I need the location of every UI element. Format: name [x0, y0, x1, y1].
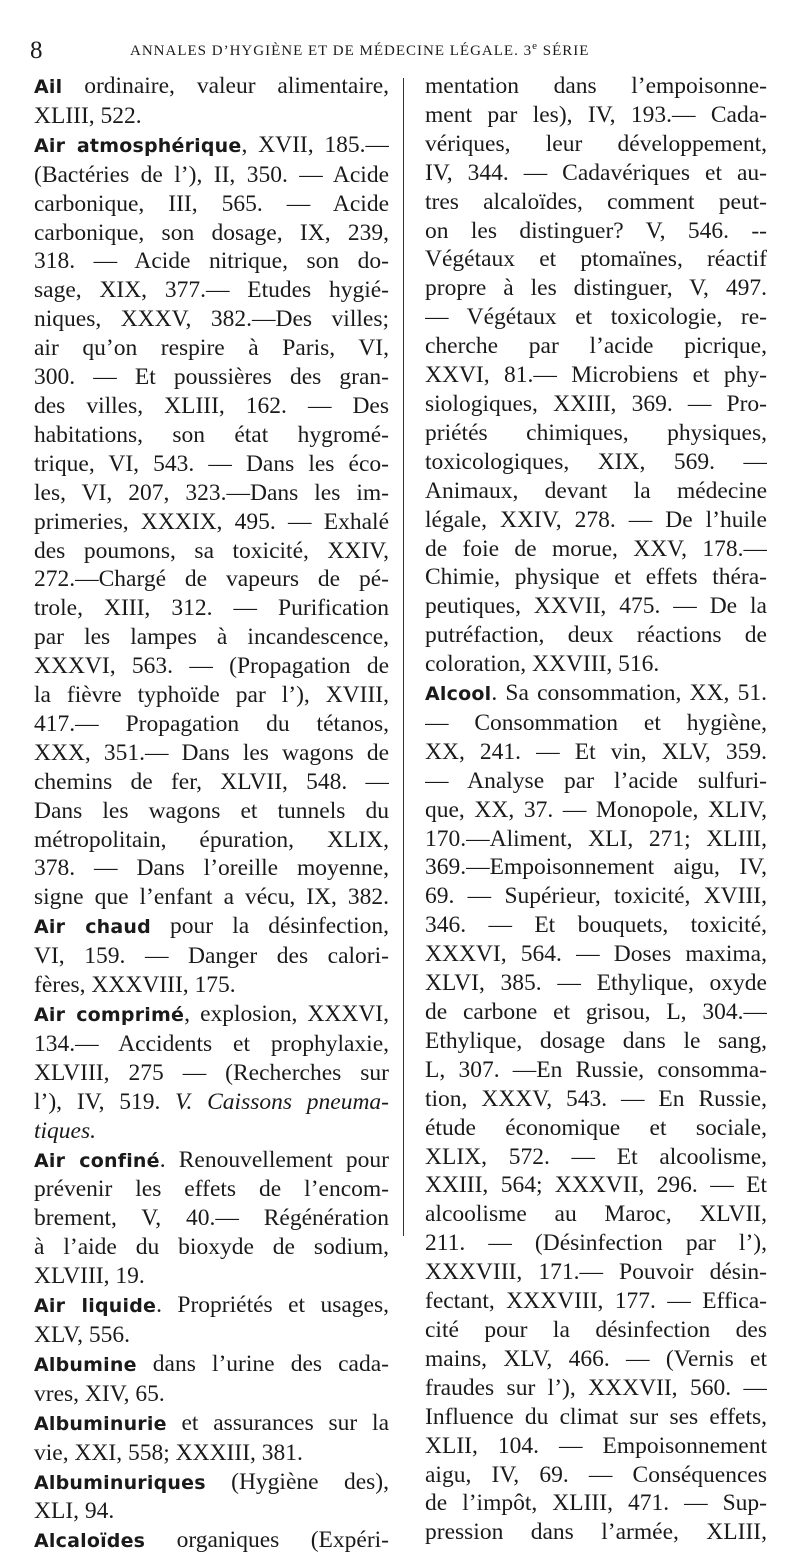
entry-text: métropolitain, épuration, XLIX, [34, 826, 389, 853]
entry-text: . Propriétés et usages, [156, 1292, 389, 1319]
entry-text: 69. — Supérieur, toxicité, XVIII, [425, 883, 767, 910]
entry-text: XXXVIII, 171.— Pouvoir désin- [425, 1259, 767, 1286]
index-line [34, 565, 389, 594]
index-line [34, 276, 389, 305]
entry-text: primeries, XXXIX, 495. — Exhalé [34, 508, 389, 535]
index-line [425, 274, 767, 303]
index-line [425, 1085, 767, 1114]
running-title-text: ANNALES D’HYGIÈNE ET DE MÉDECINE LÉGALE. 3 [130, 43, 533, 59]
entry-text: de foie de morue, XXV, 178.— [425, 535, 767, 562]
index-line [425, 650, 767, 679]
index-line [34, 1059, 389, 1088]
index-line [34, 912, 389, 942]
index-line [34, 1526, 389, 1556]
index-line [34, 537, 389, 566]
index-line [34, 161, 389, 190]
cross-reference: V. Caissons pneuma- [175, 1088, 389, 1115]
index-line [425, 940, 767, 969]
entry-text: signe que l’enfant a vécu, IX, 382. [34, 884, 389, 911]
index-line [34, 1380, 389, 1409]
entry-text: Influence du climat sur ses effets, [425, 1403, 767, 1430]
entry-text: tion, XXXV, 543. — En Russie, [425, 1085, 767, 1112]
entry-text: des villes, XLIII, 162. — Des [34, 392, 389, 419]
index-line [425, 1287, 767, 1316]
entry-headword: Albuminurie [34, 1412, 167, 1435]
index-line [34, 1233, 389, 1262]
entry-text: (Bactéries de l’), II, 350. — Acide [34, 161, 389, 188]
index-line [425, 1200, 767, 1229]
entry-text: . Sa consommation, XX, 51. [491, 680, 767, 707]
index-line [425, 1171, 767, 1200]
entry-text: 211. — (Désinfection par l’), [425, 1230, 767, 1257]
entry-text: propre à les distinguer, V, 497. [425, 275, 767, 302]
entry-text: siologiques, XXIII, 369. — Pro- [425, 390, 767, 417]
index-line [425, 679, 767, 709]
entry-text: — Consommation et hygiène, [425, 709, 767, 736]
entry-text: XLVIII, 275 — (Recherches sur [34, 1059, 389, 1086]
index-line [425, 998, 767, 1027]
index-line [34, 971, 389, 1000]
index-line [425, 419, 767, 448]
index-line [34, 681, 389, 710]
entry-text: ordinaire, valeur alimentaire, [62, 73, 389, 99]
entry-text: L, 307. —En Russie, consomma- [425, 1056, 767, 1083]
index-line [34, 883, 389, 912]
index-line [425, 1345, 767, 1374]
index-line [425, 130, 767, 159]
entry-text: de l’impôt, XLIII, 471. — Sup- [425, 1490, 767, 1517]
index-line [425, 1403, 767, 1432]
entry-text: cherche par l’acide picrique, [425, 333, 767, 360]
index-line [34, 1204, 389, 1233]
index-line [425, 1432, 767, 1461]
entry-text: alcoolisme au Maroc, XLVII, [425, 1201, 767, 1228]
index-line [425, 535, 767, 564]
index-line [34, 1000, 389, 1030]
entry-text: de carbone et grisou, L, 304.— [425, 999, 767, 1025]
entry-text: 417.— Propagation du tétanos, [34, 710, 389, 737]
index-line [34, 1088, 389, 1117]
entry-text: , XVII, 185.— [241, 131, 389, 158]
entry-text: putréfaction, deux réactions de [425, 622, 767, 649]
entry-text: XXX, 351.— Dans les wagons de [34, 739, 389, 766]
entry-text: 318. — Acide nitrique, son do- [34, 248, 389, 275]
entry-text: carbonique, III, 565. — Acide [34, 190, 389, 217]
entry-text: mentation dans l’empoisonne- [425, 73, 767, 99]
entry-text: chemins de fer, XLVII, 548. — [34, 768, 389, 795]
entry-text: priétés chimiques, physiques, [425, 419, 767, 446]
index-line [425, 621, 767, 650]
index-line [34, 942, 389, 971]
index-line [34, 594, 389, 623]
index-line [425, 592, 767, 621]
entry-text: trole, XIII, 312. — Purification [34, 595, 389, 622]
index-line [425, 709, 767, 738]
entry-headword: Albuminuriques [34, 1471, 206, 1494]
entry-text: des poumons, sa toxicité, XXIV, [34, 537, 389, 564]
index-line [34, 1409, 389, 1439]
index-line [425, 303, 767, 332]
entry-text: prévenir les effets de l’encom- [34, 1176, 389, 1203]
running-header [30, 36, 770, 66]
index-line [34, 305, 389, 334]
entry-text: XXIII, 564; XXXVII, 296. — Et [425, 1172, 767, 1199]
entry-text: XLII, 104. — Empoisonnement [425, 1432, 767, 1459]
index-column-right [425, 72, 767, 1547]
entry-text: peutiques, XXVII, 475. — De la [425, 593, 767, 620]
entry-text: XLV, 556. [34, 1321, 130, 1348]
index-line [425, 911, 767, 940]
index-line [425, 390, 767, 419]
index-line [34, 102, 389, 131]
index-line [34, 392, 389, 421]
entry-text: XXXVI, 564. — Doses maxima, [425, 941, 767, 968]
index-line [425, 796, 767, 825]
entry-text: vie, XXI, 558; XXXIII, 381. [34, 1439, 303, 1466]
entry-text: pour la désinfection, [150, 913, 389, 940]
entry-text: aigu, IV, 69. — Conséquences [425, 1461, 767, 1488]
index-line [34, 190, 389, 219]
index-line [425, 563, 767, 592]
page-number: 8 [30, 37, 43, 64]
index-line [425, 506, 767, 535]
entry-text: tres alcaloïdes, comment peut- [425, 188, 767, 215]
index-line [425, 245, 767, 274]
entry-text: — Végétaux et toxicologie, re- [425, 304, 767, 331]
entry-text: XLIX, 572. — Et alcoolisme, [425, 1143, 767, 1170]
index-line [425, 1143, 767, 1172]
index-line [34, 797, 389, 826]
entry-text: Animaux, devant la médecine [425, 477, 767, 504]
entry-headword: Air liquide [34, 1295, 157, 1318]
entry-text: XLVIII, 19. [34, 1263, 145, 1290]
entry-text: la fièvre typhoïde par l’), XVIII, [34, 682, 389, 709]
entry-text: , explosion, XXXVI, [184, 1001, 389, 1027]
entry-text: pression dans l’armée, XLIII, [425, 1519, 767, 1546]
index-line [425, 1056, 767, 1085]
index-line [425, 1316, 767, 1345]
index-line [425, 825, 767, 854]
index-column-left [34, 72, 389, 1556]
index-line [34, 710, 389, 739]
index-line [425, 853, 767, 882]
entry-text: XLVI, 385. — Ethylique, oxyde [425, 970, 767, 997]
entry-text: XX, 241. — Et vin, XLV, 359. [425, 738, 767, 765]
entry-text: . Renouvellement pour [159, 1146, 389, 1173]
entry-text: XLI, 94. [34, 1498, 115, 1525]
entry-text: 369.—Empoisonnement aigu, IV, [425, 854, 767, 881]
index-line [425, 1518, 767, 1547]
entry-headword: Air comprimé [34, 1004, 185, 1026]
entry-text: que, XX, 37. — Monopole, XLIV, [425, 796, 767, 823]
entry-text: Dans les wagons et tunnels du [34, 797, 389, 824]
entry-text: fères, XXXVIII, 175. [34, 972, 236, 999]
entry-text: niques, XXXV, 382.—Des villes; [34, 306, 389, 333]
index-line [34, 334, 389, 363]
entry-text: les, VI, 207, 323.—Dans les im- [34, 479, 389, 506]
index-line [425, 1461, 767, 1490]
index-line [425, 159, 767, 188]
cross-reference: tiques. [34, 1117, 97, 1144]
entry-text: XLIII, 522. [34, 102, 142, 129]
index-line [425, 477, 767, 506]
running-title [130, 40, 589, 62]
index-line [34, 1175, 389, 1204]
index-line [425, 101, 767, 130]
entry-headword: Alcaloïdes [34, 1530, 146, 1553]
index-line [34, 450, 389, 479]
index-line [34, 247, 389, 276]
index-line [425, 1258, 767, 1287]
index-line [34, 508, 389, 537]
entry-text: 134.— Accidents et prophylaxie, [34, 1030, 389, 1057]
entry-text: à l’aide du bioxyde de sodium, [34, 1234, 389, 1261]
entry-text: fraudes sur l’), XXXVII, 560. — [425, 1374, 767, 1401]
entry-headword: Albumine [34, 1353, 137, 1376]
column-divider [403, 78, 404, 1236]
index-line [34, 1468, 389, 1498]
entry-text: 346. — Et bouquets, toxicité, [425, 912, 767, 939]
entry-headword: Air atmosphérique [34, 134, 242, 157]
entry-headword: Air confiné [34, 1149, 160, 1172]
index-line [34, 219, 389, 248]
index-line [34, 1439, 389, 1468]
entry-text: on les distinguer? V, 546. -- [425, 217, 767, 244]
entry-text: toxicologiques, XIX, 569. — [425, 448, 767, 475]
index-line [425, 882, 767, 911]
index-line [34, 421, 389, 450]
entry-text: carbonique, son dosage, IX, 239, [34, 219, 389, 246]
entry-text: — Analyse par l’acide sulfuri- [425, 767, 767, 794]
index-line [34, 131, 389, 161]
entry-text: 378. — Dans l’oreille moyenne, [34, 855, 389, 882]
entry-text: IV, 344. — Cadavériques et au- [425, 159, 767, 186]
entry-text: Ethylique, dosage dans le sang, [425, 1027, 767, 1054]
entry-text: légale, XXIV, 278. — De l’huile [425, 506, 767, 533]
index-line [34, 1321, 389, 1350]
index-line [34, 854, 389, 883]
index-line [34, 363, 389, 392]
index-line [34, 1146, 389, 1176]
index-line [425, 217, 767, 246]
index-line [34, 1497, 389, 1526]
index-line [34, 652, 389, 681]
entry-text: air qu’on respire à Paris, VI, [34, 335, 389, 362]
entry-text: 170.—Aliment, XLI, 271; XLIII, [425, 825, 767, 852]
entry-text: dans l’urine des cada- [136, 1350, 389, 1377]
index-line [34, 1291, 389, 1321]
index-line [34, 826, 389, 855]
entry-text: mains, XLV, 466. — (Vernis et [425, 1345, 767, 1372]
entry-text: l’), IV, 519. [34, 1088, 176, 1115]
entry-text: vériques, leur développement, [425, 130, 767, 157]
entry-text: sage, XIX, 377.— Etudes hygié- [34, 277, 389, 304]
entry-text: VI, 159. — Danger des calori- [34, 943, 389, 970]
index-line [425, 767, 767, 796]
index-line [425, 1489, 767, 1518]
index-line [425, 72, 767, 101]
entry-text: (Hygiène des), [205, 1468, 389, 1495]
running-title-superscript: e [532, 40, 538, 52]
entry-text: et assurances sur la [166, 1409, 389, 1436]
index-line [425, 188, 767, 217]
entry-text: Végétaux et ptomaïnes, réactif [425, 246, 767, 273]
entry-text: XXVI, 81.— Microbiens et phy- [425, 362, 767, 389]
entry-text: Chimie, physique et effets théra- [425, 564, 767, 591]
entry-text: vres, XIV, 65. [34, 1380, 165, 1407]
index-line [425, 1114, 767, 1143]
entry-text: 300. — Et poussières des gran- [34, 364, 389, 391]
entry-text: étude économique et sociale, [425, 1114, 767, 1141]
index-line [425, 1374, 767, 1403]
entry-text: organiques (Expéri- [145, 1527, 389, 1554]
index-line [425, 1027, 767, 1056]
index-line [34, 479, 389, 508]
entry-headword: Ail [34, 76, 63, 98]
index-line [34, 1117, 389, 1146]
index-line [425, 361, 767, 390]
entry-text: coloration, XXVIII, 516. [425, 651, 660, 678]
index-line [34, 768, 389, 797]
entry-text: habitations, son état hygromé- [34, 421, 389, 448]
index-line [34, 1350, 389, 1380]
entry-text: XXXVI, 563. — (Propagation de [34, 653, 389, 680]
entry-headword: Air chaud [34, 916, 151, 939]
index-line [425, 448, 767, 477]
index-line [34, 623, 389, 652]
index-line [425, 969, 767, 998]
entry-text: par les lampes à incandescence, [34, 624, 389, 651]
entry-text: trique, VI, 543. — Dans les éco- [34, 450, 389, 477]
entry-text: brement, V, 40.— Régénération [34, 1205, 389, 1232]
entry-text: ment par les), IV, 193.— Cada- [425, 101, 767, 128]
entry-text: fectant, XXXVIII, 177. — Effica- [425, 1288, 767, 1315]
entry-text: cité pour la désinfection des [425, 1316, 767, 1343]
index-line [34, 739, 389, 768]
index-line [425, 738, 767, 767]
index-line [425, 1229, 767, 1258]
index-line [34, 1030, 389, 1059]
running-title-series: SÉRIE [537, 43, 590, 59]
entry-text: 272.—Chargé de vapeurs de pé- [34, 566, 389, 593]
entry-headword: Alcool [425, 683, 492, 706]
index-line [34, 72, 389, 102]
index-line [425, 332, 767, 361]
